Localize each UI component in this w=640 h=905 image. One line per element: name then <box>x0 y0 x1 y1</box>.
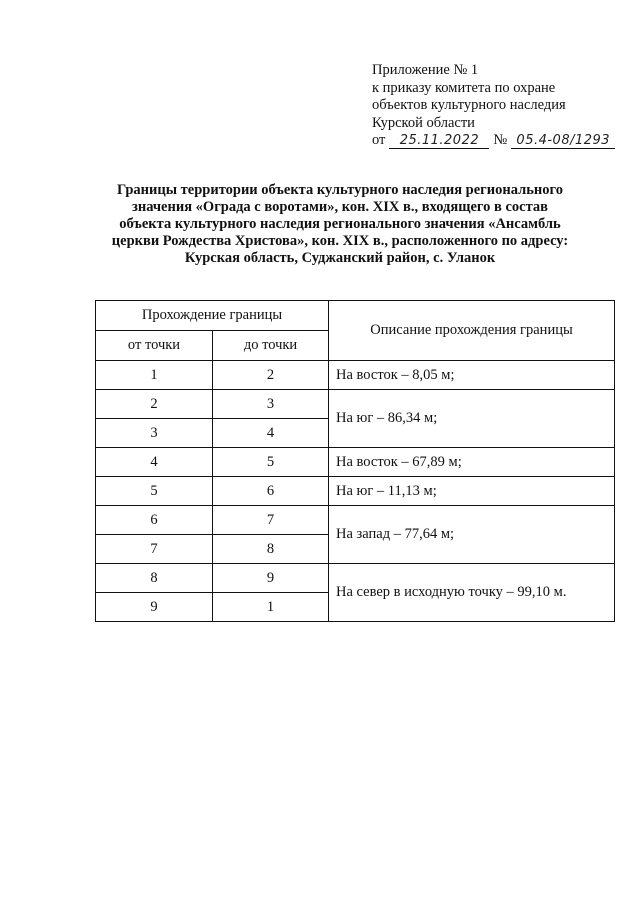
from-point-cell: 9 <box>96 593 213 622</box>
to-point-cell: 9 <box>213 564 329 593</box>
from-point-cell: 7 <box>96 535 213 564</box>
table-row <box>96 506 615 535</box>
table-row <box>96 448 615 477</box>
from-label: от <box>372 132 386 148</box>
from-point-cell: 1 <box>96 361 213 390</box>
order-reference <box>372 132 634 150</box>
from-point-cell: 4 <box>96 448 213 477</box>
appendix-line: к приказу комитета по охране <box>372 79 556 96</box>
to-point-cell: 6 <box>213 477 329 506</box>
from-point-cell: 2 <box>96 390 213 419</box>
to-point-cell: 7 <box>213 506 329 535</box>
appendix-line: объектов культурного наследия <box>372 97 566 113</box>
order-number: 05.4-08/1293 <box>511 133 615 149</box>
to-point-cell: 2 <box>213 361 329 390</box>
table-row <box>96 390 615 419</box>
from-point-cell: 6 <box>96 506 213 535</box>
number-label: № <box>493 132 508 148</box>
description-cell: На юг – 86,34 м; <box>329 390 615 448</box>
header-boundary-passage: Прохождение границы <box>96 301 329 331</box>
table-row <box>96 564 615 593</box>
table-row <box>96 477 615 506</box>
title-line: Курская область, Суджанский район, с. Уланок <box>184 250 496 266</box>
header-from-point: от точки <box>96 331 213 361</box>
to-point-cell: 8 <box>213 535 329 564</box>
description-cell: На юг – 11,13 м; <box>329 477 615 506</box>
to-point-cell: 4 <box>213 419 329 448</box>
description-cell: На восток – 67,89 м; <box>329 448 615 477</box>
from-point-cell: 3 <box>96 419 213 448</box>
description-cell: На запад – 77,64 м; <box>329 506 615 564</box>
header-description: Описание прохождения границы <box>329 301 615 361</box>
table-row <box>96 361 615 390</box>
to-point-cell: 3 <box>213 390 329 419</box>
title-line: церкви Рождества Христова», кон. XIX в., расположенного по адресу: <box>111 233 569 249</box>
header-to-point: до точки <box>213 331 329 361</box>
from-point-cell: 5 <box>96 477 213 506</box>
description-cell: На север в исходную точку – 99,10 м. <box>329 564 615 622</box>
title-line: значения «Ограда с воротами», кон. XIX в., входящего в состав <box>132 199 548 215</box>
to-point-cell: 5 <box>213 448 329 477</box>
boundary-table <box>95 300 615 622</box>
title-line: Границы территории объекта культурного наследия регионального <box>117 182 563 198</box>
order-date: 25.11.2022 <box>389 133 489 149</box>
from-point-cell: 8 <box>96 564 213 593</box>
appendix-header <box>372 62 634 150</box>
to-point-cell: 1 <box>213 593 329 622</box>
description-cell: На восток – 8,05 м; <box>329 361 615 390</box>
appendix-title: Приложение № 1 <box>372 62 479 78</box>
title-line: объекта культурного наследия регионального значения «Ансамбль <box>119 216 561 232</box>
document-title <box>80 182 600 267</box>
appendix-line: Курской области <box>372 114 475 131</box>
